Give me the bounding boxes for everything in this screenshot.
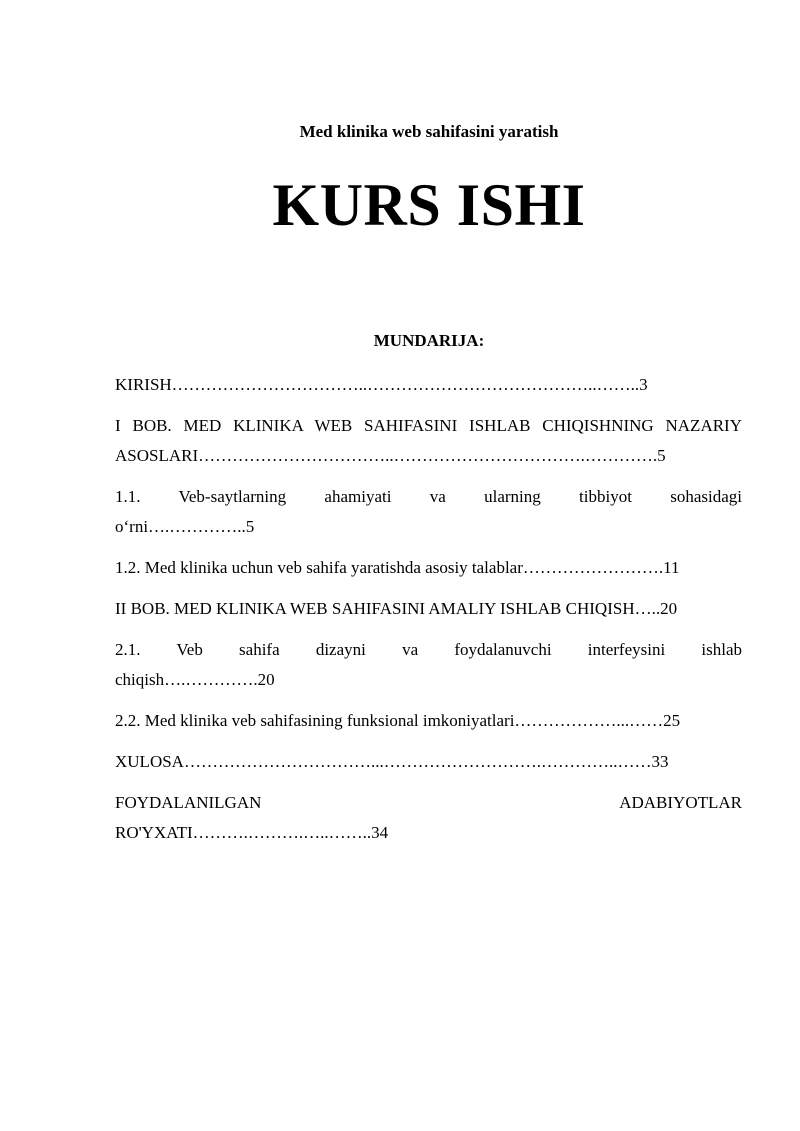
- table-of-contents: [115, 370, 742, 859]
- toc-entry-line: KIRISH……………………………..…………………………………..……..3: [115, 375, 648, 394]
- toc-entry-kirish: [115, 370, 742, 400]
- toc-entry-line: XULOSA……………………………...……………………….…………..……33: [115, 752, 669, 771]
- toc-entry-references: [115, 788, 742, 848]
- toc-entry-section-1-2: [115, 553, 742, 583]
- toc-heading: MUNDARIJA:: [373, 331, 485, 350]
- toc-entry-line: RO'YXATI……….……….…..……..34: [115, 823, 389, 842]
- document-subtitle: Med klinika web sahifasini yaratish: [299, 122, 559, 141]
- toc-entry-line: 1.2. Med klinika uchun veb sahifa yaratishda asosiy talablar…………………….11: [115, 558, 680, 577]
- toc-entry-line: II BOB. MED KLINIKA WEB SAHIFASINI AMALIY ISHLAB CHIQISH…..20: [115, 599, 678, 618]
- toc-entry-line: 2.2. Med klinika veb sahifasining funksional imkoniyatlari………………...……25: [115, 711, 681, 730]
- toc-entry-line: o‘rni….…………..5: [115, 517, 255, 536]
- toc-entry-section-2-2: [115, 706, 742, 736]
- toc-entry-section-2-1: [115, 635, 742, 695]
- toc-entry-line: ASOSLARI……………………………..…………………………….………….5: [115, 446, 666, 465]
- toc-entry-line: 2.1. Veb sahifa dizayni va foydalanuvchi interfeysini ishlab: [115, 640, 742, 659]
- toc-entry-line: chiqish….………….20: [115, 670, 275, 689]
- toc-entry-chapter-2: [115, 594, 742, 624]
- toc-entry-chapter-1: [115, 411, 742, 471]
- toc-entry-line: FOYDALANILGAN ADABIYOTLAR: [115, 793, 742, 812]
- toc-entry-section-1-1: [115, 482, 742, 542]
- toc-entry-line: I BOB. MED KLINIKA WEB SAHIFASINI ISHLAB CHIQISHNING NAZARIY: [115, 416, 742, 435]
- toc-entry-line: 1.1. Veb-saytlarning ahamiyati va ularning tibbiyot sohasidagi: [115, 487, 742, 506]
- toc-entry-xulosa: [115, 747, 742, 777]
- document-title: KURS ISHI: [272, 172, 586, 238]
